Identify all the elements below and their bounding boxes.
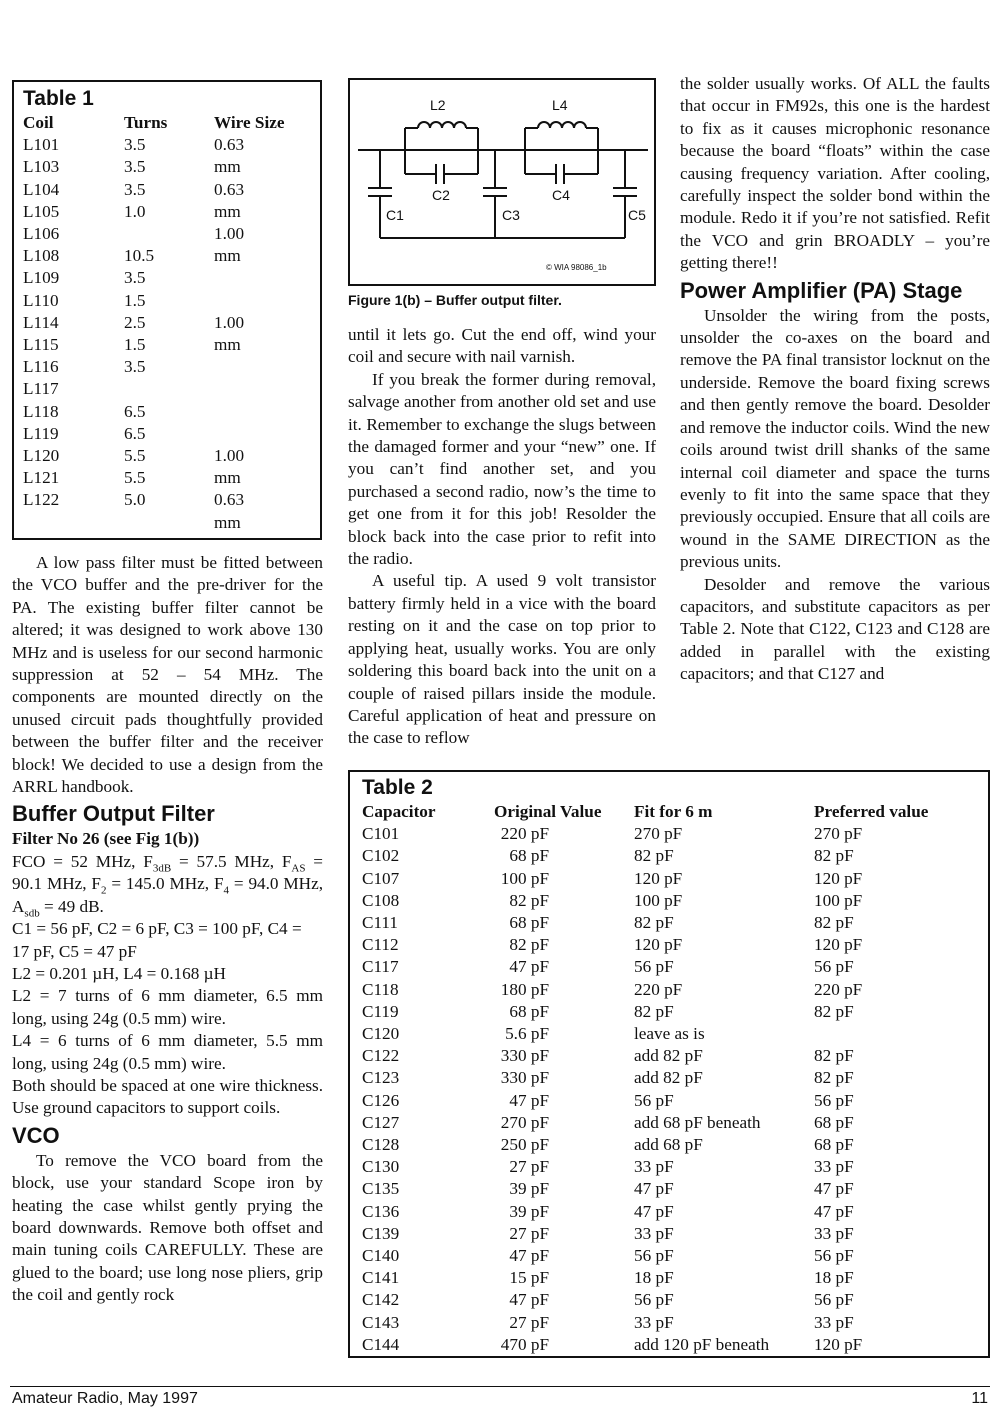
- table-cell: 56 pF: [814, 1246, 854, 1266]
- inductor-values: L2 = 0.201 µH, L4 = 0.168 µH: [12, 963, 226, 983]
- table-cell: [214, 356, 314, 378]
- table-cell: 47 pF: [509, 1090, 549, 1110]
- table-cell: 0.63: [214, 135, 245, 155]
- table-row: [23, 334, 320, 356]
- table-cell: 82 pF: [509, 890, 549, 910]
- table-row: [23, 356, 320, 378]
- paragraph: until it lets go. Cut the end off, wind your coil and secure with nail varnish.: [348, 325, 656, 367]
- table-cell: 180 pF: [500, 979, 549, 999]
- table-cell: [214, 378, 314, 400]
- table-row: [23, 312, 320, 334]
- table-2-header-cell: Preferred value: [814, 802, 929, 821]
- table-cell: 47 pF: [814, 1201, 854, 1221]
- table-cell: 82 pF: [814, 1046, 854, 1066]
- table-cell: add 68 pF: [634, 1135, 703, 1155]
- table-cell: 68 pF: [814, 1112, 854, 1132]
- table-cell: 1.0: [124, 201, 146, 221]
- table-row: [362, 845, 988, 867]
- table-cell: C140: [362, 1246, 400, 1266]
- table-row: [23, 378, 320, 400]
- table-cell: C107: [362, 868, 400, 888]
- table-1-header-row: [23, 112, 320, 134]
- table-row: [23, 134, 320, 156]
- table-cell: 47 pF: [634, 1179, 674, 1199]
- table-cell: L120: [23, 446, 60, 466]
- table-row: [362, 1334, 988, 1356]
- table-cell: 68 pF: [814, 1135, 854, 1155]
- table-cell: C141: [362, 1268, 400, 1288]
- table-row: [362, 1289, 988, 1311]
- table-row: [362, 1067, 988, 1089]
- table-cell: 39 pF: [509, 1179, 549, 1199]
- filter-spec: FCO = 52 MHz, $F_{3dB} = 57.5$ MHz, $F_{AS} = 90.1$ MHz, $F_2 = 145.0$ MHz, $F_4 = 94.0$ MHz, $A_{sdb} = 49$ dB.: [12, 851, 324, 920]
- table-cell: [214, 423, 314, 445]
- table-cell: add 120 pF beneath: [634, 1334, 770, 1354]
- table-cell: 270 pF: [634, 824, 683, 844]
- table-cell: C117: [362, 957, 399, 977]
- table-cell: L118: [23, 401, 59, 421]
- table-1: [12, 80, 322, 540]
- table-row: [23, 267, 320, 289]
- table-cell: [214, 401, 314, 423]
- table-cell: 100 pF: [814, 890, 863, 910]
- table-cell: C112: [362, 935, 399, 955]
- table-cell: 470 pF: [500, 1334, 549, 1354]
- table-cell: add 68 pF beneath: [634, 1112, 761, 1132]
- table-cell: 120 pF: [814, 868, 863, 888]
- table-cell: [814, 1023, 974, 1045]
- table-cell: 18 pF: [814, 1268, 854, 1288]
- table-cell: mm: [214, 157, 241, 177]
- table-cell: C130: [362, 1157, 400, 1177]
- label-c2: C2: [432, 187, 450, 203]
- table-row: [362, 956, 988, 978]
- table-cell: C111: [362, 913, 398, 933]
- table-row: [362, 1134, 988, 1156]
- page-number: 11: [971, 1390, 988, 1407]
- table-cell: 68 pF: [509, 913, 549, 933]
- table-2-header-row: [362, 801, 988, 823]
- spacing-note: Both should be spaced at one wire thickness. Use ground capacitors to support coils.: [12, 1075, 323, 1118]
- table-cell: L103: [23, 157, 60, 177]
- table-cell: L106: [23, 224, 60, 244]
- table-cell: C119: [362, 1001, 399, 1021]
- table-row: [362, 1156, 988, 1178]
- table-cell: 3.5: [124, 357, 146, 377]
- table-cell: add 82 pF: [634, 1068, 703, 1088]
- table-cell: L115: [23, 335, 59, 355]
- table-row: [23, 179, 320, 201]
- table-row: [23, 512, 320, 534]
- table-cell: C123: [362, 1068, 400, 1088]
- table-row: [362, 934, 988, 956]
- paragraph: Unsolder the wiring from the posts, unsolder the co-axes on the board and remove the PA final transistor locknut on the underside. Remove the board fixing screws and then gently remove the board. Desolder and remove the inductor coils. Wind the new coils around twist drill shanks of the same internal coil diameter and space the turns evenly to fit into the same space that they previously occupied. Ensure that all coils are wound in the SAME DIRECTION as the previous units.: [680, 305, 990, 572]
- heading-vco: VCO: [12, 1122, 60, 1148]
- table-1-title: Table 1: [23, 87, 94, 110]
- filter-number: Filter No 26 (see Fig 1(b)): [12, 829, 200, 849]
- table-cell: C118: [362, 979, 399, 999]
- table-cell: 100 pF: [634, 890, 683, 910]
- footer-publication: Amateur Radio, May 1997: [12, 1390, 198, 1407]
- table-cell: C108: [362, 890, 400, 910]
- table-cell: 120 pF: [634, 935, 683, 955]
- table-row: [362, 1090, 988, 1112]
- table-row: [362, 979, 988, 1001]
- table-row: [23, 245, 320, 267]
- table-2-header-cell: Capacitor: [362, 802, 436, 821]
- table-cell: L119: [23, 423, 59, 443]
- table-row: [23, 156, 320, 178]
- heading-buffer-output-filter: Buffer Output Filter: [12, 801, 215, 827]
- table-cell: L121: [23, 468, 60, 488]
- table-cell: 120 pF: [634, 868, 683, 888]
- table-cell: 100 pF: [500, 868, 549, 888]
- table-row: [362, 1267, 988, 1289]
- table-cell: 3.5: [124, 135, 146, 155]
- table-cell: L114: [23, 312, 59, 332]
- table-cell: mm: [214, 246, 241, 266]
- table-cell: C136: [362, 1201, 400, 1221]
- table-cell: 56 pF: [634, 1246, 674, 1266]
- table-cell: 3.5: [124, 179, 146, 199]
- table-cell: L104: [23, 179, 60, 199]
- table-cell: 56 pF: [814, 957, 854, 977]
- table-cell: 0.63: [214, 179, 245, 199]
- paragraph: A low pass filter must be fitted between the VCO buffer and the pre-driver for the PA. The existing buffer filter cannot be altered; it was designed to work above 130 MHz and is useless for our second harmonic suppression at 52 – 54 MHz. The components are mounted directly on the unused circuit pads thoughtfully provided between the buffer filter and the receiver block! We decided to use a design from the ARRL handbook.: [12, 553, 323, 797]
- table-row: [362, 1223, 988, 1245]
- table-cell: 47 pF: [814, 1179, 854, 1199]
- table-row: [362, 890, 988, 912]
- table-cell: 5.6 pF: [505, 1024, 549, 1044]
- table-cell: 82 pF: [634, 913, 674, 933]
- table-cell: 270 pF: [814, 824, 863, 844]
- table-cell: 15 pF: [509, 1268, 549, 1288]
- table-cell: 3.5: [124, 268, 146, 288]
- table-cell: 1.00: [214, 224, 245, 244]
- table-1-header-cell: Wire Size: [214, 113, 285, 132]
- table-2: [348, 770, 990, 1358]
- table-cell: 82 pF: [814, 1068, 854, 1088]
- table-cell: 82 pF: [509, 935, 549, 955]
- label-l4: L4: [552, 97, 568, 113]
- table-cell: mm: [214, 468, 241, 488]
- table-cell: L117: [23, 379, 59, 399]
- table-cell: 220 pF: [634, 979, 683, 999]
- table-1-header-cell: Coil: [23, 113, 54, 132]
- table-cell: 68 pF: [509, 846, 549, 866]
- table-cell: 330 pF: [500, 1068, 549, 1088]
- table-cell: C126: [362, 1090, 400, 1110]
- table-cell: 330 pF: [500, 1046, 549, 1066]
- table-cell: 220 pF: [814, 979, 863, 999]
- table-cell: 27 pF: [509, 1312, 549, 1332]
- table-cell: C102: [362, 846, 400, 866]
- table-cell: 0.63: [214, 490, 245, 510]
- table-cell: 82 pF: [814, 846, 854, 866]
- column-1: [12, 552, 323, 1307]
- figure-credit: © WIA 98086_1b: [546, 263, 607, 272]
- table-cell: 1.5: [124, 335, 146, 355]
- label-c3: C3: [502, 207, 520, 223]
- table-cell: 82 pF: [634, 846, 674, 866]
- table-cell: 6.5: [124, 423, 146, 443]
- table-cell: 56 pF: [814, 1290, 854, 1310]
- table-cell: 56 pF: [634, 1090, 674, 1110]
- table-cell: 82 pF: [634, 1001, 674, 1021]
- table-row: [362, 868, 988, 890]
- table-cell: mm: [214, 201, 241, 221]
- table-row: [362, 1178, 988, 1200]
- table-row: [23, 489, 320, 511]
- table-row: [362, 912, 988, 934]
- table-cell: 250 pF: [500, 1135, 549, 1155]
- table-cell: 18 pF: [634, 1268, 674, 1288]
- table-1-body: [23, 134, 320, 534]
- table-row: [23, 401, 320, 423]
- table-cell: 270 pF: [500, 1112, 549, 1132]
- table-row: [23, 445, 320, 467]
- table-cell: 33 pF: [634, 1223, 674, 1243]
- table-cell: C135: [362, 1179, 400, 1199]
- table-cell: L108: [23, 246, 60, 266]
- figure-buffer-filter: [348, 78, 656, 286]
- table-cell: 120 pF: [814, 1334, 863, 1354]
- table-row: [362, 1023, 988, 1045]
- table-cell: 56 pF: [634, 957, 674, 977]
- table-cell: L105: [23, 201, 60, 221]
- table-row: [362, 823, 988, 845]
- table-cell: 1.00: [214, 312, 245, 332]
- table-cell: 47 pF: [509, 1246, 549, 1266]
- table-cell: 68 pF: [509, 1001, 549, 1021]
- table-cell: C120: [362, 1024, 400, 1044]
- table-cell: 1.00: [214, 446, 245, 466]
- table-cell: L101: [23, 135, 60, 155]
- table-2-body: [362, 823, 988, 1356]
- table-cell: 33 pF: [814, 1223, 854, 1243]
- label-c1: C1: [386, 207, 404, 223]
- table-cell: C101: [362, 824, 400, 844]
- table-row: [362, 1201, 988, 1223]
- table-row: [23, 290, 320, 312]
- table-cell: 5.5: [124, 446, 146, 466]
- table-row: [362, 1312, 988, 1334]
- table-row: [362, 1001, 988, 1023]
- table-cell: mm: [214, 512, 241, 532]
- table-cell: 56 pF: [634, 1290, 674, 1310]
- table-cell: 5.5: [124, 468, 146, 488]
- table-cell: C139: [362, 1223, 400, 1243]
- table-cell: add 82 pF: [634, 1046, 703, 1066]
- table-cell: C142: [362, 1290, 400, 1310]
- table-cell: 82 pF: [814, 913, 854, 933]
- table-cell: 5.0: [124, 490, 146, 510]
- table-cell: [214, 290, 314, 312]
- table-cell: C127: [362, 1112, 400, 1132]
- paragraph: A useful tip. A used 9 volt transistor battery firmly held in a vice with the board resting on it and the case on top prior to applying heat, usually works. You are only soldering this board back into the unit on a couple of raised pillars inside the module. Careful application of heat and pressure on the case to reflow: [348, 571, 656, 748]
- table-cell: 39 pF: [509, 1201, 549, 1221]
- paragraph: To remove the VCO board from the block, use your standard Scope iron by heating the case whilst gently prying the board downwards. Remove both offset and main tuning coils CAREFULLY. These are glued to the board; use long nose pliers, grip the coil and gently rock: [12, 1150, 323, 1305]
- table-row: [362, 1112, 988, 1134]
- filter-schematic: [350, 80, 654, 284]
- table-cell: 33 pF: [814, 1157, 854, 1177]
- table-cell: [23, 512, 124, 534]
- table-cell: L116: [23, 357, 59, 377]
- paragraph: Desolder and remove the various capacitors, and substitute capacitors as per Table 2. Note that C122, C123 and C128 are added in parallel with the existing capacitors; and that C127 and: [680, 574, 990, 684]
- figure-caption: Figure 1(b) – Buffer output filter.: [348, 292, 562, 308]
- label-c5: C5: [628, 207, 646, 223]
- table-cell: 1.5: [124, 290, 146, 310]
- table-cell: 47 pF: [509, 1290, 549, 1310]
- label-l2: L2: [430, 97, 446, 113]
- paragraph: If you break the former during removal, salvage another from another old set and use it. Remember to exchange the slugs between the damaged former and your “new” one. If you can’t find another set, and you purchased a second radio, now’s the time to get one from it for this job! Resolder the block back into the case prior to refit into the radio.: [348, 369, 656, 569]
- table-cell: C122: [362, 1046, 400, 1066]
- table-row: [23, 423, 320, 445]
- table-cell: 220 pF: [500, 824, 549, 844]
- table-cell: L110: [23, 290, 59, 310]
- table-cell: [124, 223, 214, 245]
- label-c4: C4: [552, 187, 570, 203]
- table-cell: [124, 378, 214, 400]
- table-cell: 56 pF: [814, 1090, 854, 1110]
- table-cell: 47 pF: [634, 1201, 674, 1221]
- table-cell: C144: [362, 1334, 400, 1354]
- table-cell: 3.5: [124, 157, 146, 177]
- table-cell: C128: [362, 1135, 400, 1155]
- table-cell: [214, 267, 314, 289]
- table-row: [23, 467, 320, 489]
- table-cell: 2.5: [124, 312, 146, 332]
- table-cell: 10.5: [124, 246, 155, 266]
- table-cell: 33 pF: [634, 1157, 674, 1177]
- table-cell: 27 pF: [509, 1157, 549, 1177]
- table-2-header-cell: Original Value: [494, 802, 602, 821]
- table-cell: C143: [362, 1312, 400, 1332]
- footer-rule: [10, 1386, 990, 1387]
- table-cell: L122: [23, 490, 60, 510]
- table-cell: 6.5: [124, 401, 146, 421]
- l2-winding: L2 = 7 turns of 6 mm diameter, 6.5 mm long, using 24g (0.5 mm) wire.: [12, 986, 323, 1028]
- table-2-title: Table 2: [362, 776, 433, 799]
- table-1-header-cell: Turns: [124, 113, 168, 132]
- table-row: [362, 1245, 988, 1267]
- table-2-header-cell: Fit for 6 m: [634, 802, 713, 821]
- l4-winding: L4 = 6 turns of 6 mm diameter, 5.5 mm long, using 24g (0.5 mm) wire.: [12, 1031, 323, 1073]
- table-cell: 120 pF: [814, 935, 863, 955]
- capacitor-values: C1 = 56 pF, C2 = 6 pF, C3 = 100 pF, C4 = 17 pF, C5 = 47 pF: [12, 919, 302, 961]
- table-cell: leave as is: [634, 1024, 705, 1044]
- table-row: [23, 201, 320, 223]
- table-row: [362, 1045, 988, 1067]
- column-3: [680, 73, 990, 686]
- paragraph: the solder usually works. Of ALL the faults that occur in FM92s, this one is the hardest to fix as it causes microphonic resonance because the board “floats” within the case causing frequency variation. After cooling, carefully inspect the solder bond within the module. Redo it if you’re not satisfied. Refit the VCO and grin BROADLY – you’re getting there!!: [680, 74, 990, 273]
- heading-power-amplifier: Power Amplifier (PA) Stage: [680, 277, 963, 303]
- table-row: [23, 223, 320, 245]
- column-2: [348, 324, 656, 750]
- table-cell: 33 pF: [814, 1312, 854, 1332]
- table-cell: 82 pF: [814, 1001, 854, 1021]
- table-cell: [124, 512, 214, 534]
- table-cell: 47 pF: [509, 957, 549, 977]
- table-cell: mm: [214, 335, 241, 355]
- table-cell: L109: [23, 268, 60, 288]
- table-cell: 33 pF: [634, 1312, 674, 1332]
- table-cell: 27 pF: [509, 1223, 549, 1243]
